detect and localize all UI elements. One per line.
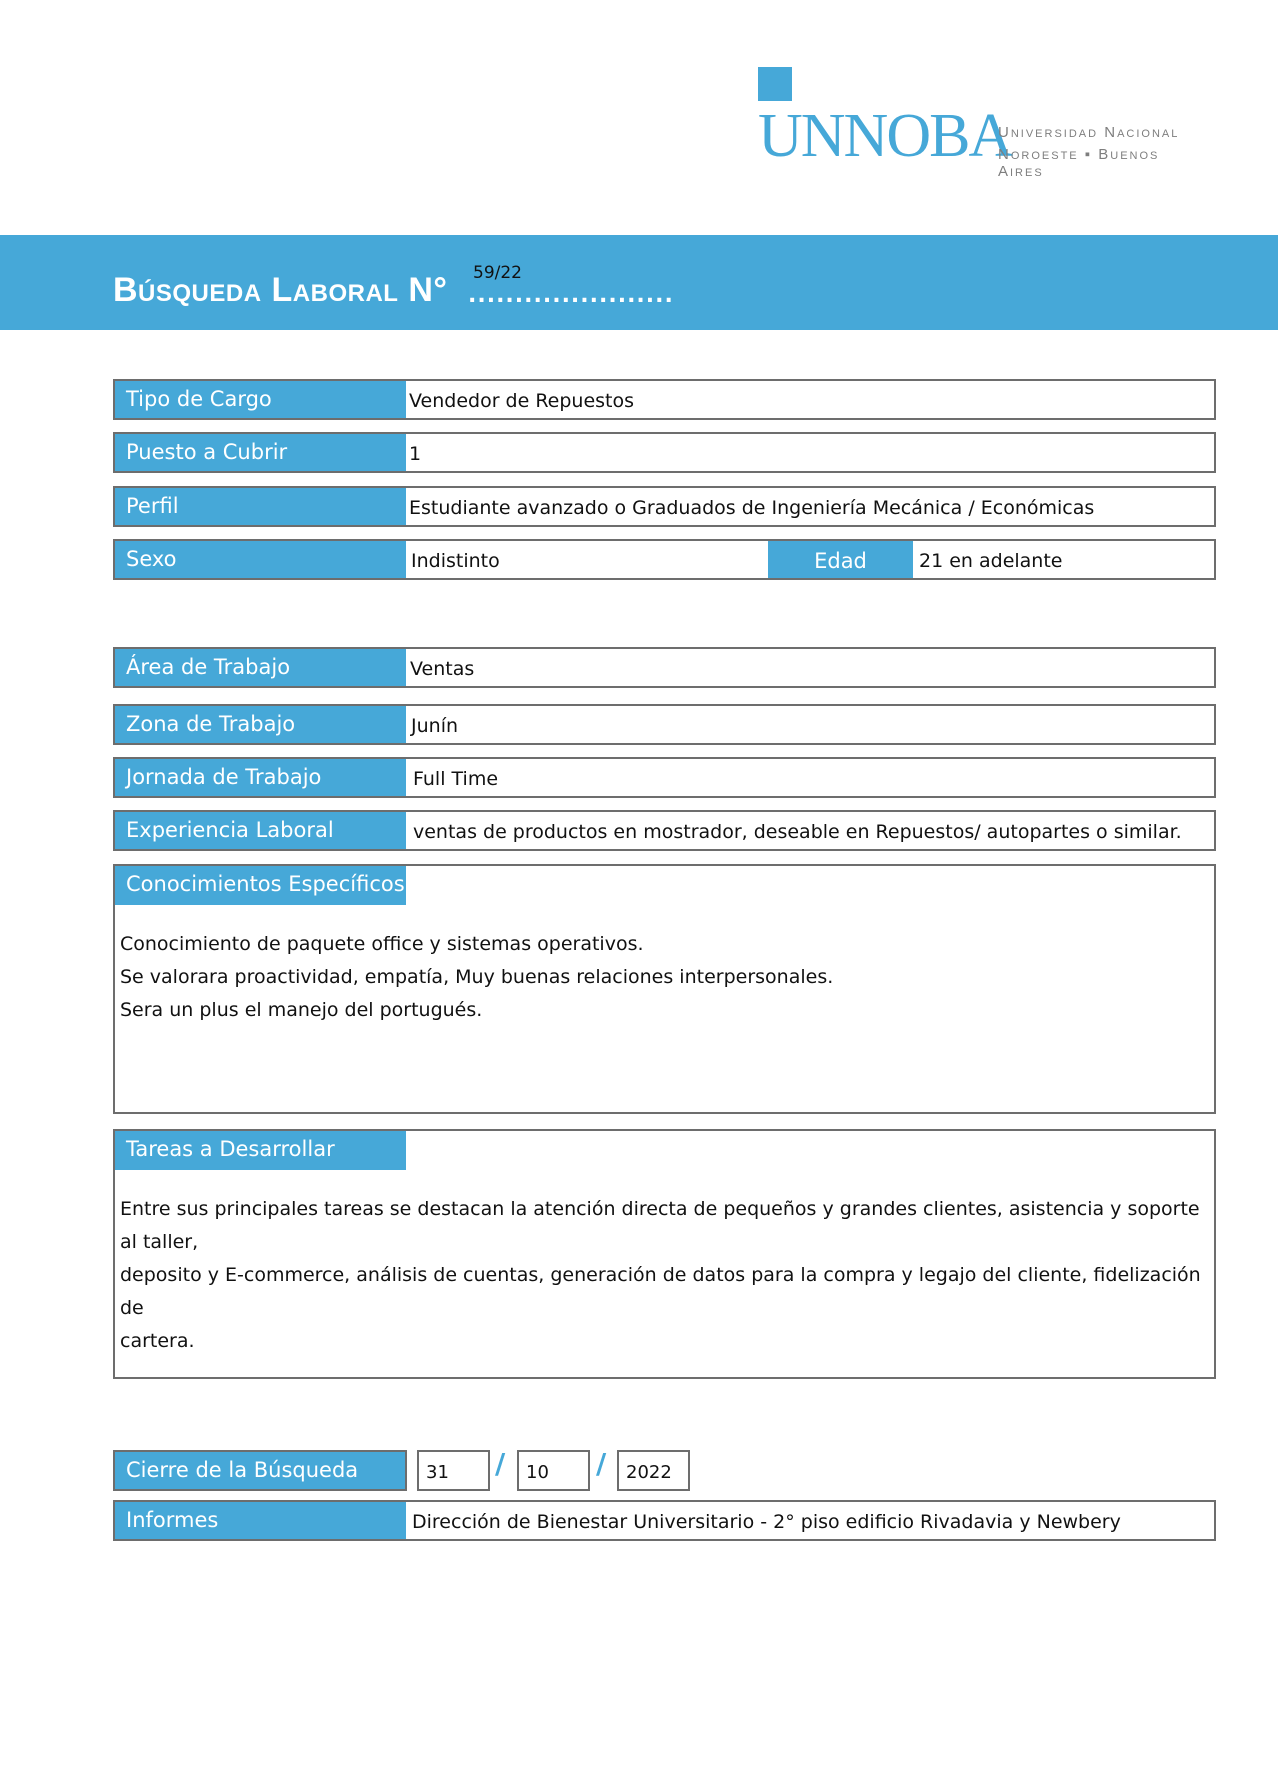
value-perfil: Estudiante avanzado o Graduados de Ingeniería Mecánica / Económicas [409, 497, 1095, 519]
label-tareas: Tareas a Desarrollar [115, 1131, 406, 1170]
page-title: Búsqueda Laboral N° [113, 271, 448, 309]
label-conocimientos: Conocimientos Específicos [115, 866, 406, 905]
row-tipo-cargo [113, 379, 1216, 420]
row-sexo-edad [113, 539, 1216, 580]
value-jornada: Full Time [413, 768, 499, 790]
value-informes: Dirección de Bienestar Universitario - 2° piso edificio Rivadavia y Newbery [412, 1511, 1121, 1533]
tareas-text [120, 1193, 1214, 1358]
logo-wordmark: UNNOBA [758, 102, 1012, 170]
value-tipo-cargo: Vendedor de Repuestos [409, 390, 635, 412]
conocimientos-line: Conocimiento de paquete office y sistemas operativos. [120, 933, 644, 955]
row-experiencia [113, 810, 1216, 851]
row-jornada [113, 757, 1216, 798]
label-puesto: Puesto a Cubrir [115, 434, 406, 471]
value-experiencia: ventas de productos en mostrador, deseable en Repuestos/ autopartes o similar. [413, 821, 1182, 843]
tareas-line: cartera. [120, 1330, 195, 1352]
tareas-line: deposito y E-commerce, análisis de cuentas, generación de datos para la compra y legajo del cliente, fidelización de [120, 1264, 1201, 1319]
label-experiencia: Experiencia Laboral [115, 812, 406, 849]
row-puesto [113, 432, 1216, 473]
value-area: Ventas [410, 658, 475, 680]
logo-tagline-1: Universidad Nacional [998, 124, 1180, 141]
cierre-year-field[interactable]: 2022 [617, 1450, 690, 1491]
label-cierre: Cierre de la Búsqueda [113, 1450, 407, 1491]
value-zona: Junín [411, 715, 459, 737]
label-perfil: Perfil [115, 488, 406, 525]
unnoba-logo [758, 67, 1198, 180]
label-zona: Zona de Trabajo [115, 706, 406, 743]
label-tipo-cargo: Tipo de Cargo [115, 381, 406, 418]
cierre-month-field[interactable]: 10 [517, 1450, 590, 1491]
box-tareas [113, 1129, 1216, 1379]
conocimientos-line: Sera un plus el manejo del portugués. [120, 999, 483, 1021]
conocimientos-text [120, 928, 833, 1027]
logo-tagline-2: Noroeste ▪ Buenos Aires [998, 146, 1160, 180]
box-conocimientos [113, 864, 1216, 1114]
label-jornada: Jornada de Trabajo [115, 759, 406, 796]
label-informes: Informes [115, 1502, 406, 1539]
label-sexo: Sexo [115, 541, 406, 578]
value-sexo: Indistinto [411, 550, 500, 572]
label-edad: Edad [768, 541, 913, 578]
header-band [0, 235, 1278, 330]
cierre-day-field[interactable]: 31 [417, 1450, 490, 1491]
logo-square-mark [758, 67, 792, 101]
row-informes [113, 1500, 1216, 1541]
date-separator: / [495, 1447, 506, 1480]
conocimientos-line: Se valorara proactividad, empatía, Muy buenas relaciones interpersonales. [120, 966, 834, 988]
value-edad: 21 en adelante [919, 550, 1063, 572]
value-puesto: 1 [409, 443, 422, 465]
row-area [113, 647, 1216, 688]
label-area: Área de Trabajo [115, 649, 406, 686]
row-perfil [113, 486, 1216, 527]
row-zona [113, 704, 1216, 745]
number-dotted-line: ...................... [468, 283, 674, 308]
date-separator: / [596, 1447, 607, 1480]
tareas-line: Entre sus principales tareas se destacan la atención directa de pequeños y grandes clientes, asistencia y soporte al taller, [120, 1198, 1200, 1253]
search-number: 59/22 [473, 263, 522, 283]
